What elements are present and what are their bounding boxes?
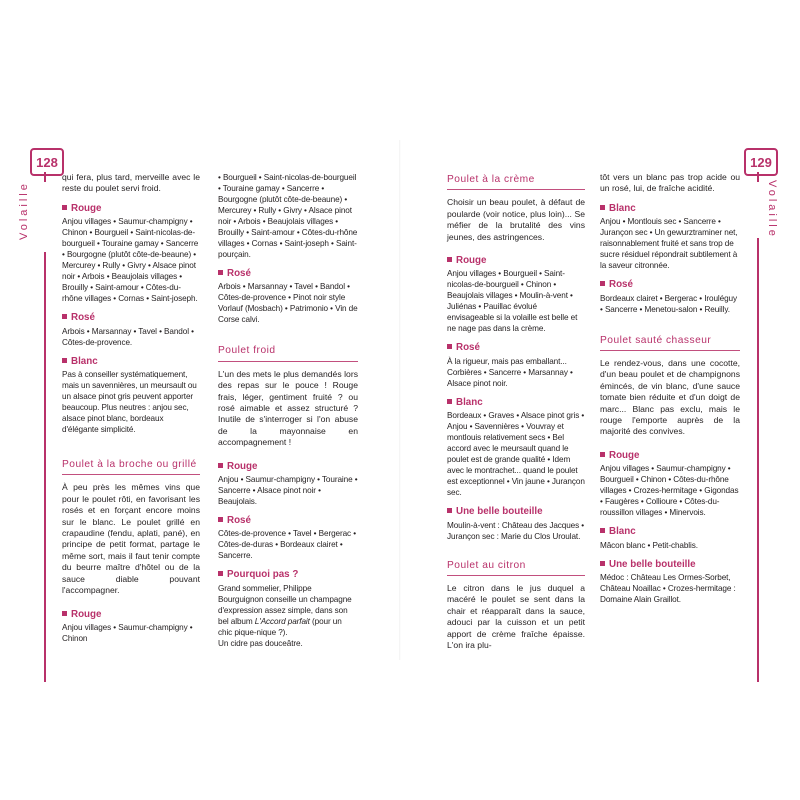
bullet-square-icon <box>447 257 452 262</box>
section-title-chasseur: Poulet sauté chasseur <box>600 333 740 351</box>
bullet-square-icon <box>62 358 67 363</box>
wine-list-rose: À la rigueur, mais pas emballant... Corbières • Sancerre • Marsannay • Alsace pinot noir. <box>447 356 573 388</box>
section-text-broche: À peu près les mêmes vins que pour le poulet rôti, en favorisant les rosés et en forçant encore moins sur le blanc. Le poulet grillé en crapaudine (fendu, aplati, pané), en principe de petit format, partage le même sort, mais il faut tenir compte du beurre maître d'hôtel ou de la sauce diable pouvant l'accompagner. <box>62 482 200 596</box>
section-title-broche: Poulet à la broche ou grillé <box>62 457 200 475</box>
bullet-square-icon <box>447 344 452 349</box>
intro-text: qui fera, plus tard, merveille avec le reste du poulet servi froid. <box>62 172 200 194</box>
wine-head-rose: Rosé <box>447 342 585 353</box>
wine-head-rose-2: Rosé <box>218 515 358 526</box>
bullet-square-icon <box>62 611 67 616</box>
wine-list-blanc: Pas à conseiller systématiquement, mais un savennières, un meursault ou un alsace pinot gris peuvent apporter beaucoup. Plus neutres : anjou sec, alsace pinot blanc, bordeaux d'élégante simplicité. <box>62 370 197 435</box>
wine-head-pourquoi: Pourquoi pas ? <box>218 569 358 580</box>
album-title: L'Accord parfait <box>254 616 310 626</box>
side-rule-left <box>44 252 46 682</box>
bullet-square-icon <box>62 205 67 210</box>
side-label-left: Volaille <box>18 181 30 240</box>
side-rule-top-left <box>44 172 46 182</box>
wine-list-rose: Arbois • Marsannay • Tavel • Bandol • Côtes-de-provence. <box>62 326 194 347</box>
column-2 <box>218 172 358 649</box>
wine-list-cont: • Bourgueil • Saint-nicolas-de-bourgueil • Touraine gamay • Sancerre • Bourgogne (plutôt côte-de-beaune) • Mercurey • Rully • Givry • Alsace pinot noir • Arbois • Beaujolais villages • Brouilly • Saint-amour • Côtes-du-rhône villages • Cornas • Saint-joseph • Saint-pourçain. <box>218 173 358 259</box>
bullet-square-icon <box>218 571 223 576</box>
wine-head-blanc: Blanc <box>62 356 200 367</box>
wine-list-rouge: Anjou • Saumur-champigny • Touraine • Sancerre • Alsace pinot noir • Beaujolais. <box>218 475 358 507</box>
bullet-square-icon <box>62 314 67 319</box>
wine-list-rose: Arbois • Marsannay • Tavel • Bandol • Côtes-de-provence • Pinot noir style Vorlauf (Mosbach) • Patrimonio • Vin de Corse calvi. <box>218 282 358 325</box>
bouteille-text: Moulin-à-vent : Château des Jacques • Jurançon sec : Marie du Clos Uroulat. <box>447 520 585 541</box>
wine-list-rose-2: Côtes-de-provence • Tavel • Bergerac • Côtes-de-duras • Bordeaux clairet • Sancerre. <box>218 529 356 561</box>
wine-head-rouge: Rouge <box>600 450 740 461</box>
wine-head-bouteille: Une belle bouteille <box>600 559 740 570</box>
page-gutter <box>399 140 401 660</box>
section-title-creme: Poulet à la crème <box>447 172 585 190</box>
cont-text: tôt vers un blanc pas trop acide ou un rosé, lui, de fraîche acidité. <box>600 172 740 194</box>
wine-list-rouge: Anjou villages • Saumur-champigny • Chinon • Bourgueil • Saint-nicolas-de-bourgueil • Touraine gamay • Sancerre • Bourgogne (plutôt côte-de-beaune) • Mercurey • Rully • Givry • Alsace pinot noir • Arbois • Beaujolais villages • Brouilly • Saint-amour • Côtes-du-rhône villages • Cornas • Saint-joseph. <box>62 217 199 304</box>
wine-head-rouge-2: Rouge <box>62 609 200 620</box>
bouteille-text: Médoc : Château Les Ormes-Sorbet, Château Noaillac • Crozes-hermitage : Domaine Alain Graillot. <box>600 573 736 605</box>
wine-list-rose: Bordeaux clairet • Bergerac • Irouléguy • Sancerre • Menetou-salon • Reuilly. <box>600 293 737 314</box>
wine-list-blanc-2: Mâcon blanc • Petit-chablis. <box>600 540 698 550</box>
bullet-square-icon <box>218 517 223 522</box>
pourquoi-text: Grand sommelier, Philippe Bourguignon conseille un champagne d'expression assez simple, dans son bel album L'Accord parfait (pour un chic pique-nique ?). Un cidre pas douceâtre. <box>218 583 352 648</box>
wine-list-blanc: Bordeaux • Graves • Alsace pinot gris • Anjou • Savennières • Vouvray et montlouis relativement secs • Bel accord avec le meursault quand le poulet est de grande qualité • Idem avec le montrachet... quand le poulet est exceptionnel • Vin jaune • Jurançon sec. <box>447 411 585 498</box>
wine-head-rouge: Rouge <box>218 461 358 472</box>
column-1 <box>62 172 200 644</box>
side-rule-top-right <box>757 172 759 182</box>
wine-head-rose: Rosé <box>62 312 200 323</box>
bullet-square-icon <box>218 463 223 468</box>
page-number-left: 128 <box>30 148 64 176</box>
side-label-right: Volaille <box>766 180 778 239</box>
wine-head-rouge: Rouge <box>447 255 585 266</box>
section-text-froid: L'un des mets le plus demandés lors des repas sur le pouce ! Rouge frais, léger, gentiment fruité ? ou rosé aimable et assez structuré ? Inutile de s'interroger si l'on abuse de la mayonnaise en accompagnement ! <box>218 368 358 448</box>
section-text-chasseur: Le rendez-vous, dans une cocotte, d'un beau poulet et de champignons émincés, de vin blanc, d'une sauce tomate bien réduite et d'un doigt de marc... Blanc pas exclu, mais le rouge l'emporte auprès de la majorité des convives. <box>600 358 740 437</box>
wine-list-rouge: Anjou villages • Saumur-champigny • Bourgueil • Chinon • Côtes-du-rhône villages • Crozes-hermitage • Gigondas • Faugères • Collioure • Côtes-du-roussillon villages • Minervois. <box>600 464 739 518</box>
bullet-square-icon <box>447 399 452 404</box>
bullet-square-icon <box>218 270 223 275</box>
page-number-right: 129 <box>744 148 778 176</box>
side-rule-right <box>757 238 759 682</box>
bullet-square-icon <box>600 205 605 210</box>
wine-head-blanc: Blanc <box>600 203 740 214</box>
bullet-square-icon <box>600 561 605 566</box>
wine-head-rose: Rosé <box>600 279 740 290</box>
column-4 <box>600 172 740 605</box>
bullet-square-icon <box>600 281 605 286</box>
wine-list-rouge-2: Anjou villages • Saumur-champigny • Chinon <box>62 622 193 643</box>
section-title-citron: Poulet au citron <box>447 558 585 576</box>
bullet-square-icon <box>600 452 605 457</box>
section-title-froid: Poulet froid <box>218 343 358 361</box>
section-text-citron: Le citron dans le jus duquel a macéré le poulet se sent dans la chair et réapparaît dans la sauce, adouci par la cuisson et un petit apport de crème fraîche épaisse. L'on ira plu- <box>447 583 585 651</box>
bullet-square-icon <box>447 508 452 513</box>
wine-list-blanc: Anjou • Montlouis sec • Sancerre • Jurançon sec • Un gewurztraminer net, raisonnablement fruité et sans trop de sucre résiduel répondrait subtilement à la saveur citronnée. <box>600 217 738 271</box>
section-text-creme: Choisir un beau poulet, à défaut de poularde (voir notice, plus loin)... Se méfier de la brutalité des vins jeunes, des astringences. <box>447 197 585 242</box>
column-3 <box>447 172 585 652</box>
wine-head-rouge: Rouge <box>62 203 200 214</box>
wine-head-bouteille: Une belle bouteille <box>447 506 585 517</box>
bullet-square-icon <box>600 528 605 533</box>
wine-head-rose: Rosé <box>218 268 358 279</box>
wine-head-blanc: Blanc <box>447 397 585 408</box>
wine-head-blanc-2: Blanc <box>600 526 740 537</box>
wine-list-rouge: Anjou villages • Bourgueil • Saint-nicolas-de-bourgueil • Chinon • Beaujolais villages • Moulin-à-vent • Juliénas • Pauillac évolué envisageable si la volaille est belle et ne nage pas dans la crème. <box>447 269 578 334</box>
